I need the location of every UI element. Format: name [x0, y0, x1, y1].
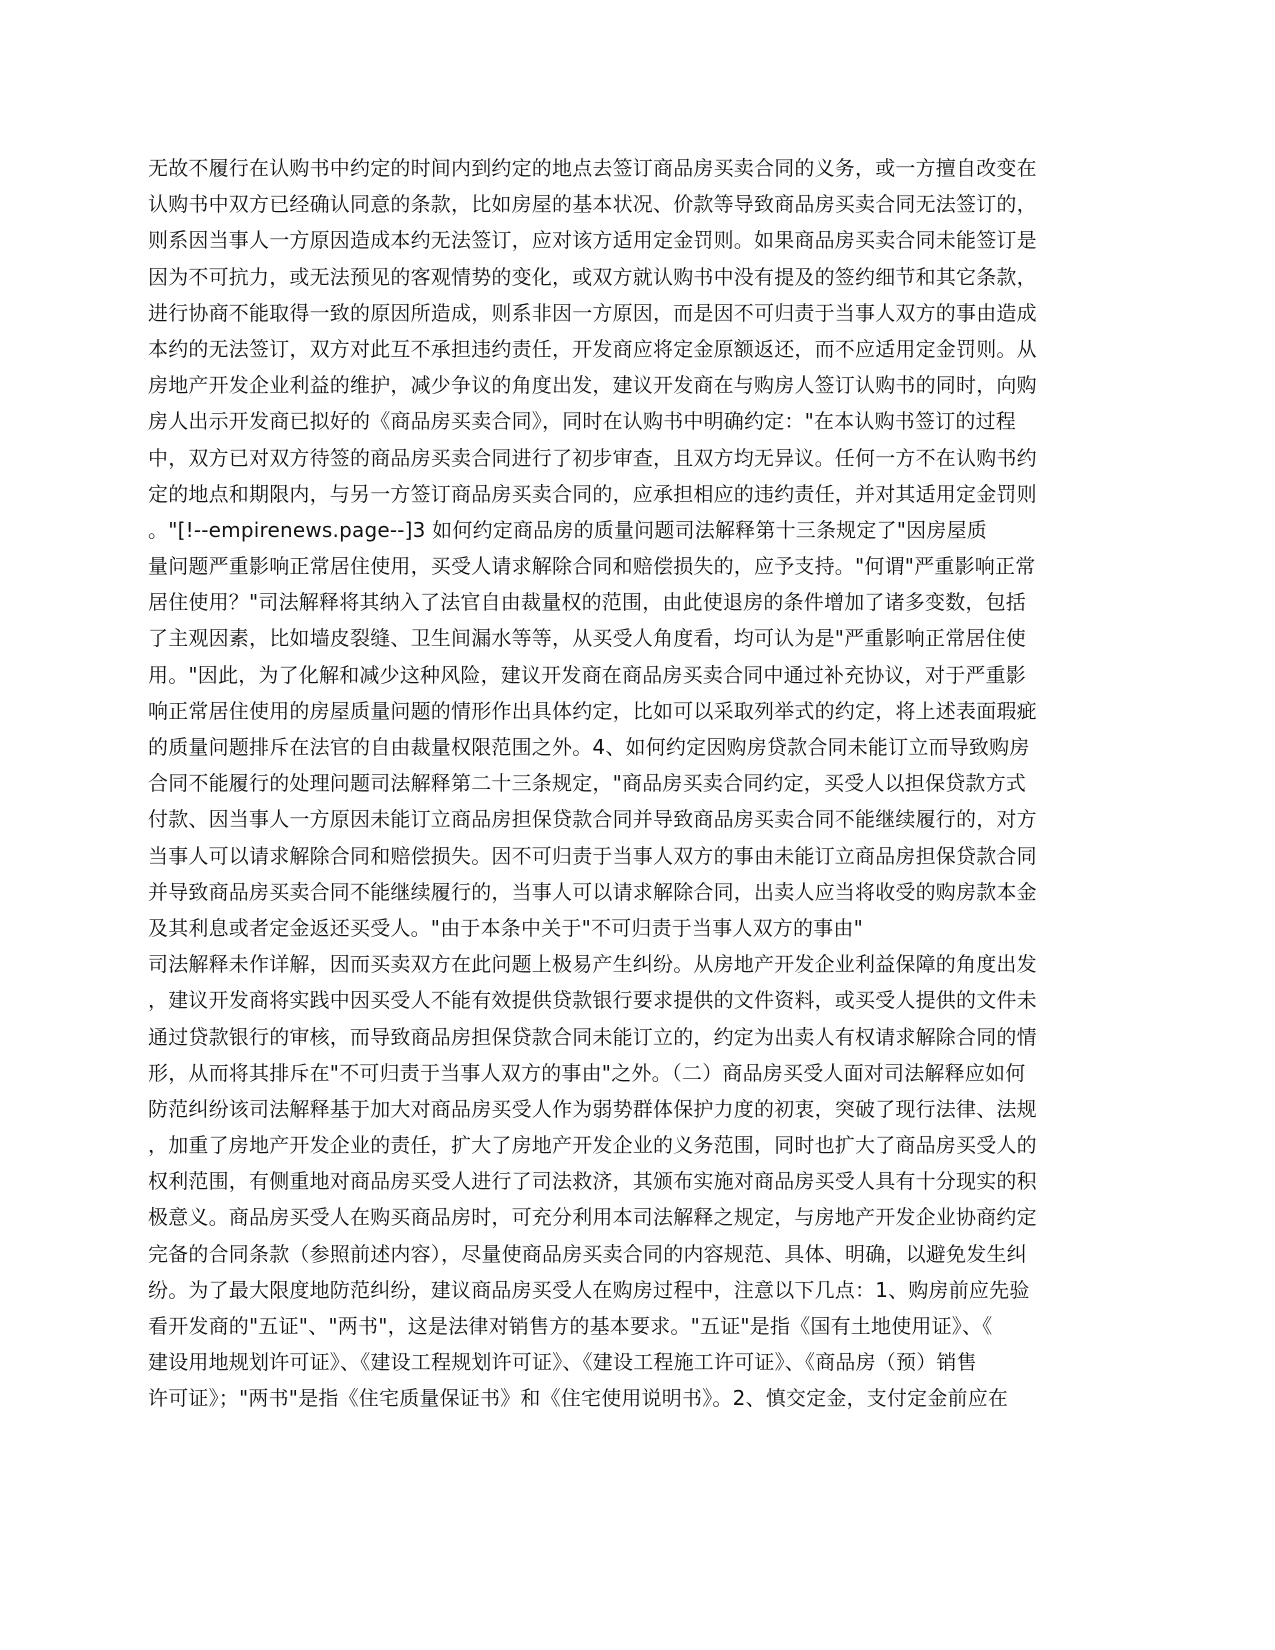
text-line: 因为不可抗力，或无法预见的客观情势的变化，或双方就认购书中没有提及的签约细节和其它条款，: [148, 264, 1037, 289]
text-line: ，建议开发商将实践中因买受人不能有效提供贷款银行要求提供的文件资料，或买受人提供的文件未: [148, 988, 1037, 1013]
text-line: 本约的无法签订，双方对此互不承担违约责任，开发商应将定金原额返还，而不应适用定金罚则。从: [148, 336, 1037, 361]
text-line: 。"[!--empirenews.page--]3 如何约定商品房的质量问题司法解释第十三条规定了"因房屋质: [148, 517, 987, 542]
text-line: 纷。为了最大限度地防范纠纷，建议商品房买受人在购房过程中，注意以下几点：1、购房前应先验: [148, 1277, 1030, 1302]
text-line: 居住使用？"司法解释将其纳入了法官自由裁量权的范围，由此使退房的条件增加了诸多变数，包括: [148, 590, 1026, 615]
text-line: 房人出示开发商已拟好的《商品房买卖合同》，同时在认购书中明确约定："在本认购书签订的过程: [148, 409, 1016, 434]
text-line: 响正常居住使用的房屋质量问题的情形作出具体约定，比如可以采取列举式的约定，将上述表面瑕疵: [148, 698, 1037, 723]
text-line: 及其利息或者定金返还买受人。"由于本条中关于"不可归责于当事人双方的事由": [148, 915, 863, 940]
text-line: 认购书中双方已经确认同意的条款，比如房屋的基本状况、价款等导致商品房买卖合同无法签订的，: [148, 192, 1037, 217]
text-line: 形，从而将其排斥在"不可归责于当事人双方的事由"之外。（二）商品房买受人面对司法解释应如何: [148, 1060, 1026, 1085]
text-line: 无故不履行在认购书中约定的时间内到约定的地点去签订商品房买卖合同的义务，或一方擅自改变在: [148, 156, 1037, 180]
text-line: 中，双方已对双方待签的商品房买卖合同进行了初步审查，且双方均无异议。任何一方不在认购书约: [148, 445, 1037, 470]
text-line: 的质量问题排斥在法官的自由裁量权限范围之外。4、如何约定因购房贷款合同未能订立而导致购房: [148, 735, 1030, 759]
text-line: 则系因当事人一方原因造成本约无法签订，应对该方适用定金罚则。如果商品房买卖合同未能签订是: [148, 228, 1037, 253]
text-line: 防范纠纷该司法解释基于加大对商品房买受人作为弱势群体保护力度的初衷，突破了现行法律、法规: [148, 1096, 1037, 1121]
text-line: 付款、因当事人一方原因未能订立商品房担保贷款合同并导致商品房买卖合同不能继续履行的，对方: [148, 807, 1037, 832]
text-line: 合同不能履行的处理问题司法解释第二十三条规定，"商品房买卖合同约定，买受人以担保贷款方式: [148, 771, 1026, 796]
text-line: 了主观因素，比如墙皮裂缝、卫生间漏水等等，从买受人角度看，均可认为是"严重影响正常居住使: [148, 626, 1026, 651]
text-line: 权利范围，有侧重地对商品房买受人进行了司法救济，其颁布实施对商品房买受人具有十分现实的积: [148, 1169, 1037, 1194]
text-line: 定的地点和期限内，与另一方签订商品房买卖合同的，应承担相应的违约责任，并对其适用定金罚则: [148, 481, 1037, 506]
text-line: 房地产开发企业利益的维护，减少争议的角度出发，建议开发商在与购房人签订认购书的同时，向购: [148, 373, 1037, 398]
text-line: 并导致商品房买卖合同不能继续履行的，当事人可以请求解除合同，出卖人应当将收受的购房款本金: [148, 879, 1037, 904]
body-text: [148, 150, 1093, 1417]
text-line: 通过贷款银行的审核，而导致商品房担保贷款合同未能订立的，约定为出卖人有权请求解除合同的情: [148, 1024, 1037, 1049]
text-line: 司法解释未作详解，因而买卖双方在此问题上极易产生纠纷。从房地产开发企业利益保障的角度出发: [148, 952, 1037, 977]
text-line: 当事人可以请求解除合同和赔偿损失。因不可归责于当事人双方的事由未能订立商品房担保贷款合同: [148, 843, 1037, 868]
text-line: ，加重了房地产开发企业的责任，扩大了房地产开发企业的义务范围，同时也扩大了商品房买受人的: [148, 1133, 1037, 1158]
text-line: 用。"因此，为了化解和减少这种风险，建议开发商在商品房买卖合同中通过补充协议，对于严重影: [148, 662, 1026, 687]
text-line: 看开发商的"五证"、"两书"，这是法律对销售方的基本要求。"五证"是指《国有土地使用证》、《: [148, 1314, 993, 1338]
text-line: 完备的合同条款（参照前述内容），尽量使商品房买卖合同的内容规范、具体、明确，以避免发生纠: [148, 1241, 1027, 1266]
text-line: 进行协商不能取得一致的原因所造成，则系非因一方原因，而是因不可归责于当事人双方的事由造成: [148, 300, 1037, 325]
text-line: 极意义。商品房买受人在购买商品房时，可充分利用本司法解释之规定，与房地产开发企业协商约定: [148, 1205, 1037, 1230]
text-line: 许可证》；"两书"是指《住宅质量保证书》和《住宅使用说明书》。2、慎交定金，支付定金前应在: [148, 1386, 1009, 1411]
text-line: 建设用地规划许可证》、《建设工程规划许可证》、《建设工程施工许可证》、《商品房（预）销售: [148, 1350, 977, 1375]
text-line: 量问题严重影响正常居住使用，买受人请求解除合同和赔偿损失的，应予支持。"何谓"严重影响正常: [148, 554, 1036, 579]
